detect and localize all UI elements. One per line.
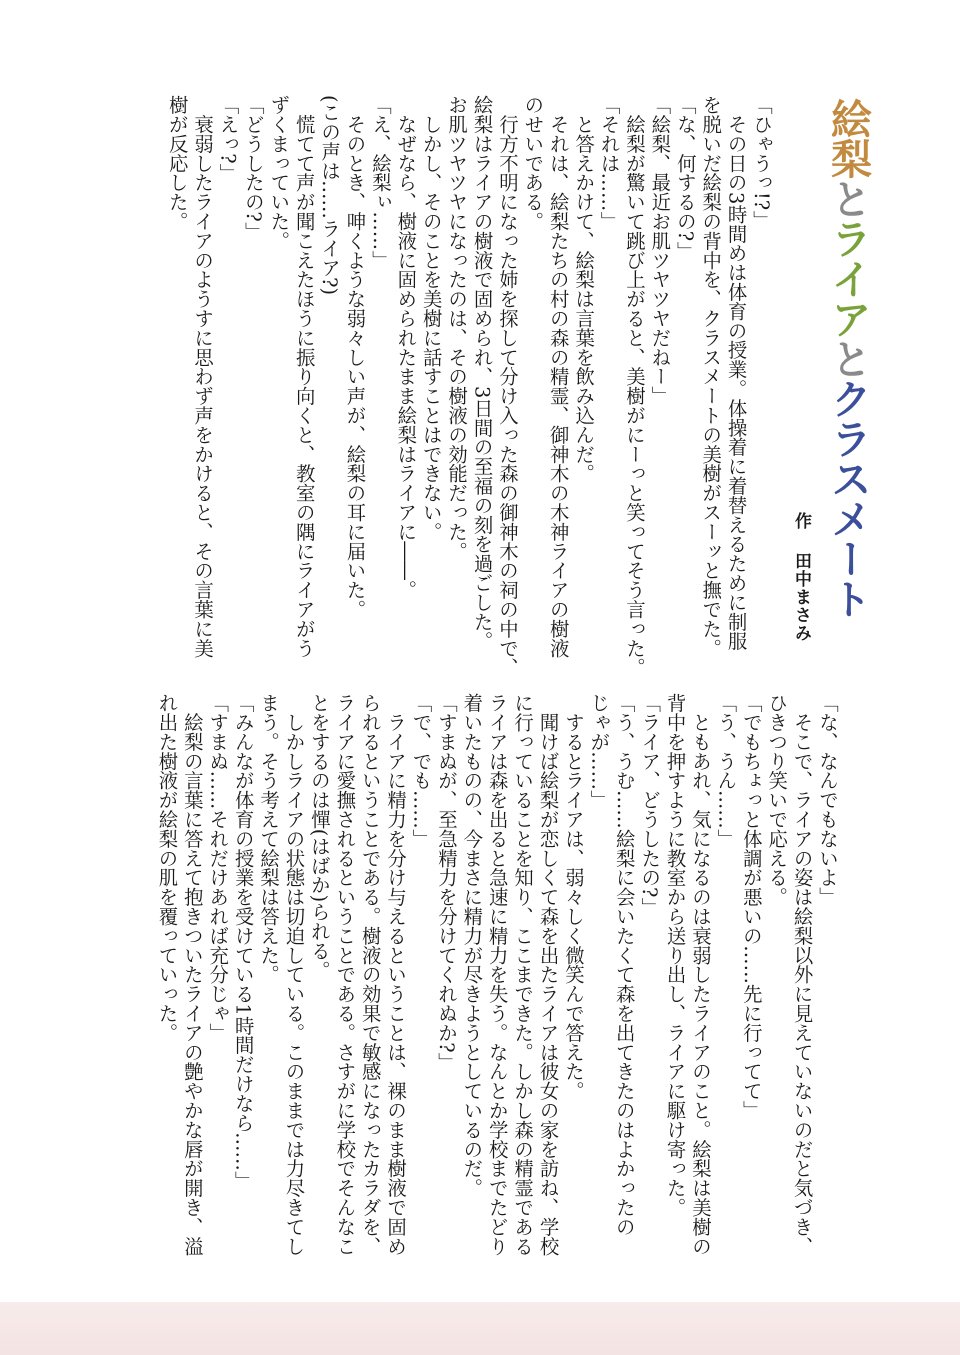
text-line: ともあれ、気になるのは衰弱したライアのこと。絵梨は美樹の (688, 693, 712, 1256)
author-name: 田中まさみ (791, 552, 811, 642)
title-part-raia: ライア (824, 218, 872, 338)
text-line: られるということである。樹液の効果で敏感になったカラダを、 (358, 693, 382, 1256)
text-line: 着いたものの、今まさに精力が尽きようとしているのだ。 (460, 693, 484, 1198)
text-line: まう。そう考えて絵梨は答えた。 (257, 693, 281, 984)
text-line: なぜなら、樹液に固められたまま絵梨はライアに――。 (394, 95, 418, 600)
text-line: ライアに愛撫されるということである。さすがに学校でそんなこ (333, 693, 357, 1256)
author-credit (786, 512, 816, 672)
text-line: それは、絵梨たちの村の森の精霊、御神木の木神ライアの樹液 (546, 95, 570, 658)
title-part-eri: 絵梨 (824, 98, 872, 178)
text-line: に行っていることを知り、ここまできた。しかし森の精霊である (511, 693, 535, 1256)
text-line: 「う、うむ……絵梨に会いたくて森を出てきたのはよかったの (612, 693, 636, 1237)
text-line: 「ひゃうっ!?」 (750, 95, 773, 230)
text-line: 「絵梨、最近お肌ツヤツヤだねー」 (648, 95, 672, 406)
text-line: 「う、うん……」 (714, 693, 738, 849)
text-line: 慌てて声が聞こえたほうに振り向くと、教室の隅にライアがう (292, 95, 316, 658)
text-line: 「それは……」 (597, 95, 621, 231)
text-line: 絵梨はライアの樹液で固められ、3日間の至福の刻を過ごした。 (470, 95, 494, 651)
text-line: ひきつり笑いで応える。 (765, 693, 789, 907)
text-line: 背中を押すように教室から送り出し、ライアに駆け寄った。 (663, 693, 687, 1217)
text-line: 「みんなが体育の授業を受けている1時間だけなら……」 (231, 693, 255, 1191)
story-text-bottom (100, 693, 840, 1256)
text-line: を脱いだ絵梨の背中を、クラスメートの美樹がスーッと撫でた。 (699, 95, 723, 658)
text-line: お肌ツヤツヤになったのは、その樹液の効能だった。 (445, 95, 469, 561)
title-part-to-1: と (824, 178, 872, 218)
text-line: 衰弱したライアのようすに思わず声をかけると、その言葉に美 (191, 95, 215, 658)
text-line: ライアは森を出ると急速に精力を失う。なんとか学校までたどり (485, 693, 509, 1256)
text-line: 「で、でも……」 (409, 693, 433, 849)
text-line: じゃが……」 (587, 693, 611, 810)
text-line: 「すまぬ……それだけあれば充分じゃ」 (206, 693, 230, 1043)
text-line: 「な、なんでもないよ」 (816, 693, 839, 907)
text-line: とをするのは憚(はばか)られる。 (307, 693, 331, 980)
text-line: しかしライアの状態は切迫している。このままでは力尽きてし (282, 693, 306, 1256)
author-prefix: 作 (791, 512, 811, 530)
text-line: 「な、何するの?」 (673, 95, 697, 261)
text-line: 絵梨が驚いて跳び上がると、美樹がにーっと笑ってそう言った。 (622, 95, 646, 677)
text-line: れ出た樹液が絵梨の肌を覆っていった。 (155, 693, 179, 1043)
text-line: 「ライア、どうしたの?」 (638, 693, 662, 917)
text-line: (この声は……ライア?) (318, 95, 342, 296)
text-line: そのとき、呻くような弱々しい声が、絵梨の耳に届いた。 (343, 95, 367, 619)
text-line: ライアに精力を分け与えるということは、裸のまま樹液で固め (384, 693, 408, 1256)
footer-band (0, 1302, 960, 1355)
text-line: 聞けば絵梨が恋しくて森を出たライアは彼女の家を訪ね、学校 (536, 693, 560, 1256)
text-line: するとライアは、弱々しく微笑んで答えた。 (561, 693, 585, 1101)
story-text-top (104, 95, 774, 677)
text-line: 絵梨の言葉に答えて抱きついたライアの艶やかな唇が開き、溢 (180, 693, 204, 1256)
text-line: その日の3時間めは体育の授業。体操着に着替えるために制服 (724, 95, 748, 651)
text-line: そこで、ライアの姿は絵梨以外に見えていないのだと気づき、 (790, 693, 814, 1256)
text-line: と答えかけて、絵梨は言葉を飲み込んだ。 (572, 95, 596, 483)
text-line: 「どうしたの?」 (241, 95, 265, 242)
text-line: 「えっ?」 (216, 95, 240, 183)
text-line: 行方不明になった姉を探して分け入った森の御神木の祠の中で、 (495, 95, 519, 677)
text-line: しかし、そのことを美樹に話すことはできない。 (419, 95, 443, 542)
text-line: 樹が反応した。 (165, 95, 189, 231)
story-title (822, 98, 874, 618)
text-line: ずくまっていた。 (267, 95, 291, 251)
title-part-to-2: と (824, 338, 872, 378)
text-line: のせいである。 (521, 95, 545, 231)
title-part-classmate: クラスメート (824, 378, 872, 618)
text-line: 「え、絵梨ぃ……」 (368, 95, 392, 270)
text-line: 「でもちょっと体調が悪いの……先に行ってて」 (739, 693, 763, 1120)
text-line: 「すまぬが、至急精力を分けてくれぬか?」 (434, 693, 458, 1072)
